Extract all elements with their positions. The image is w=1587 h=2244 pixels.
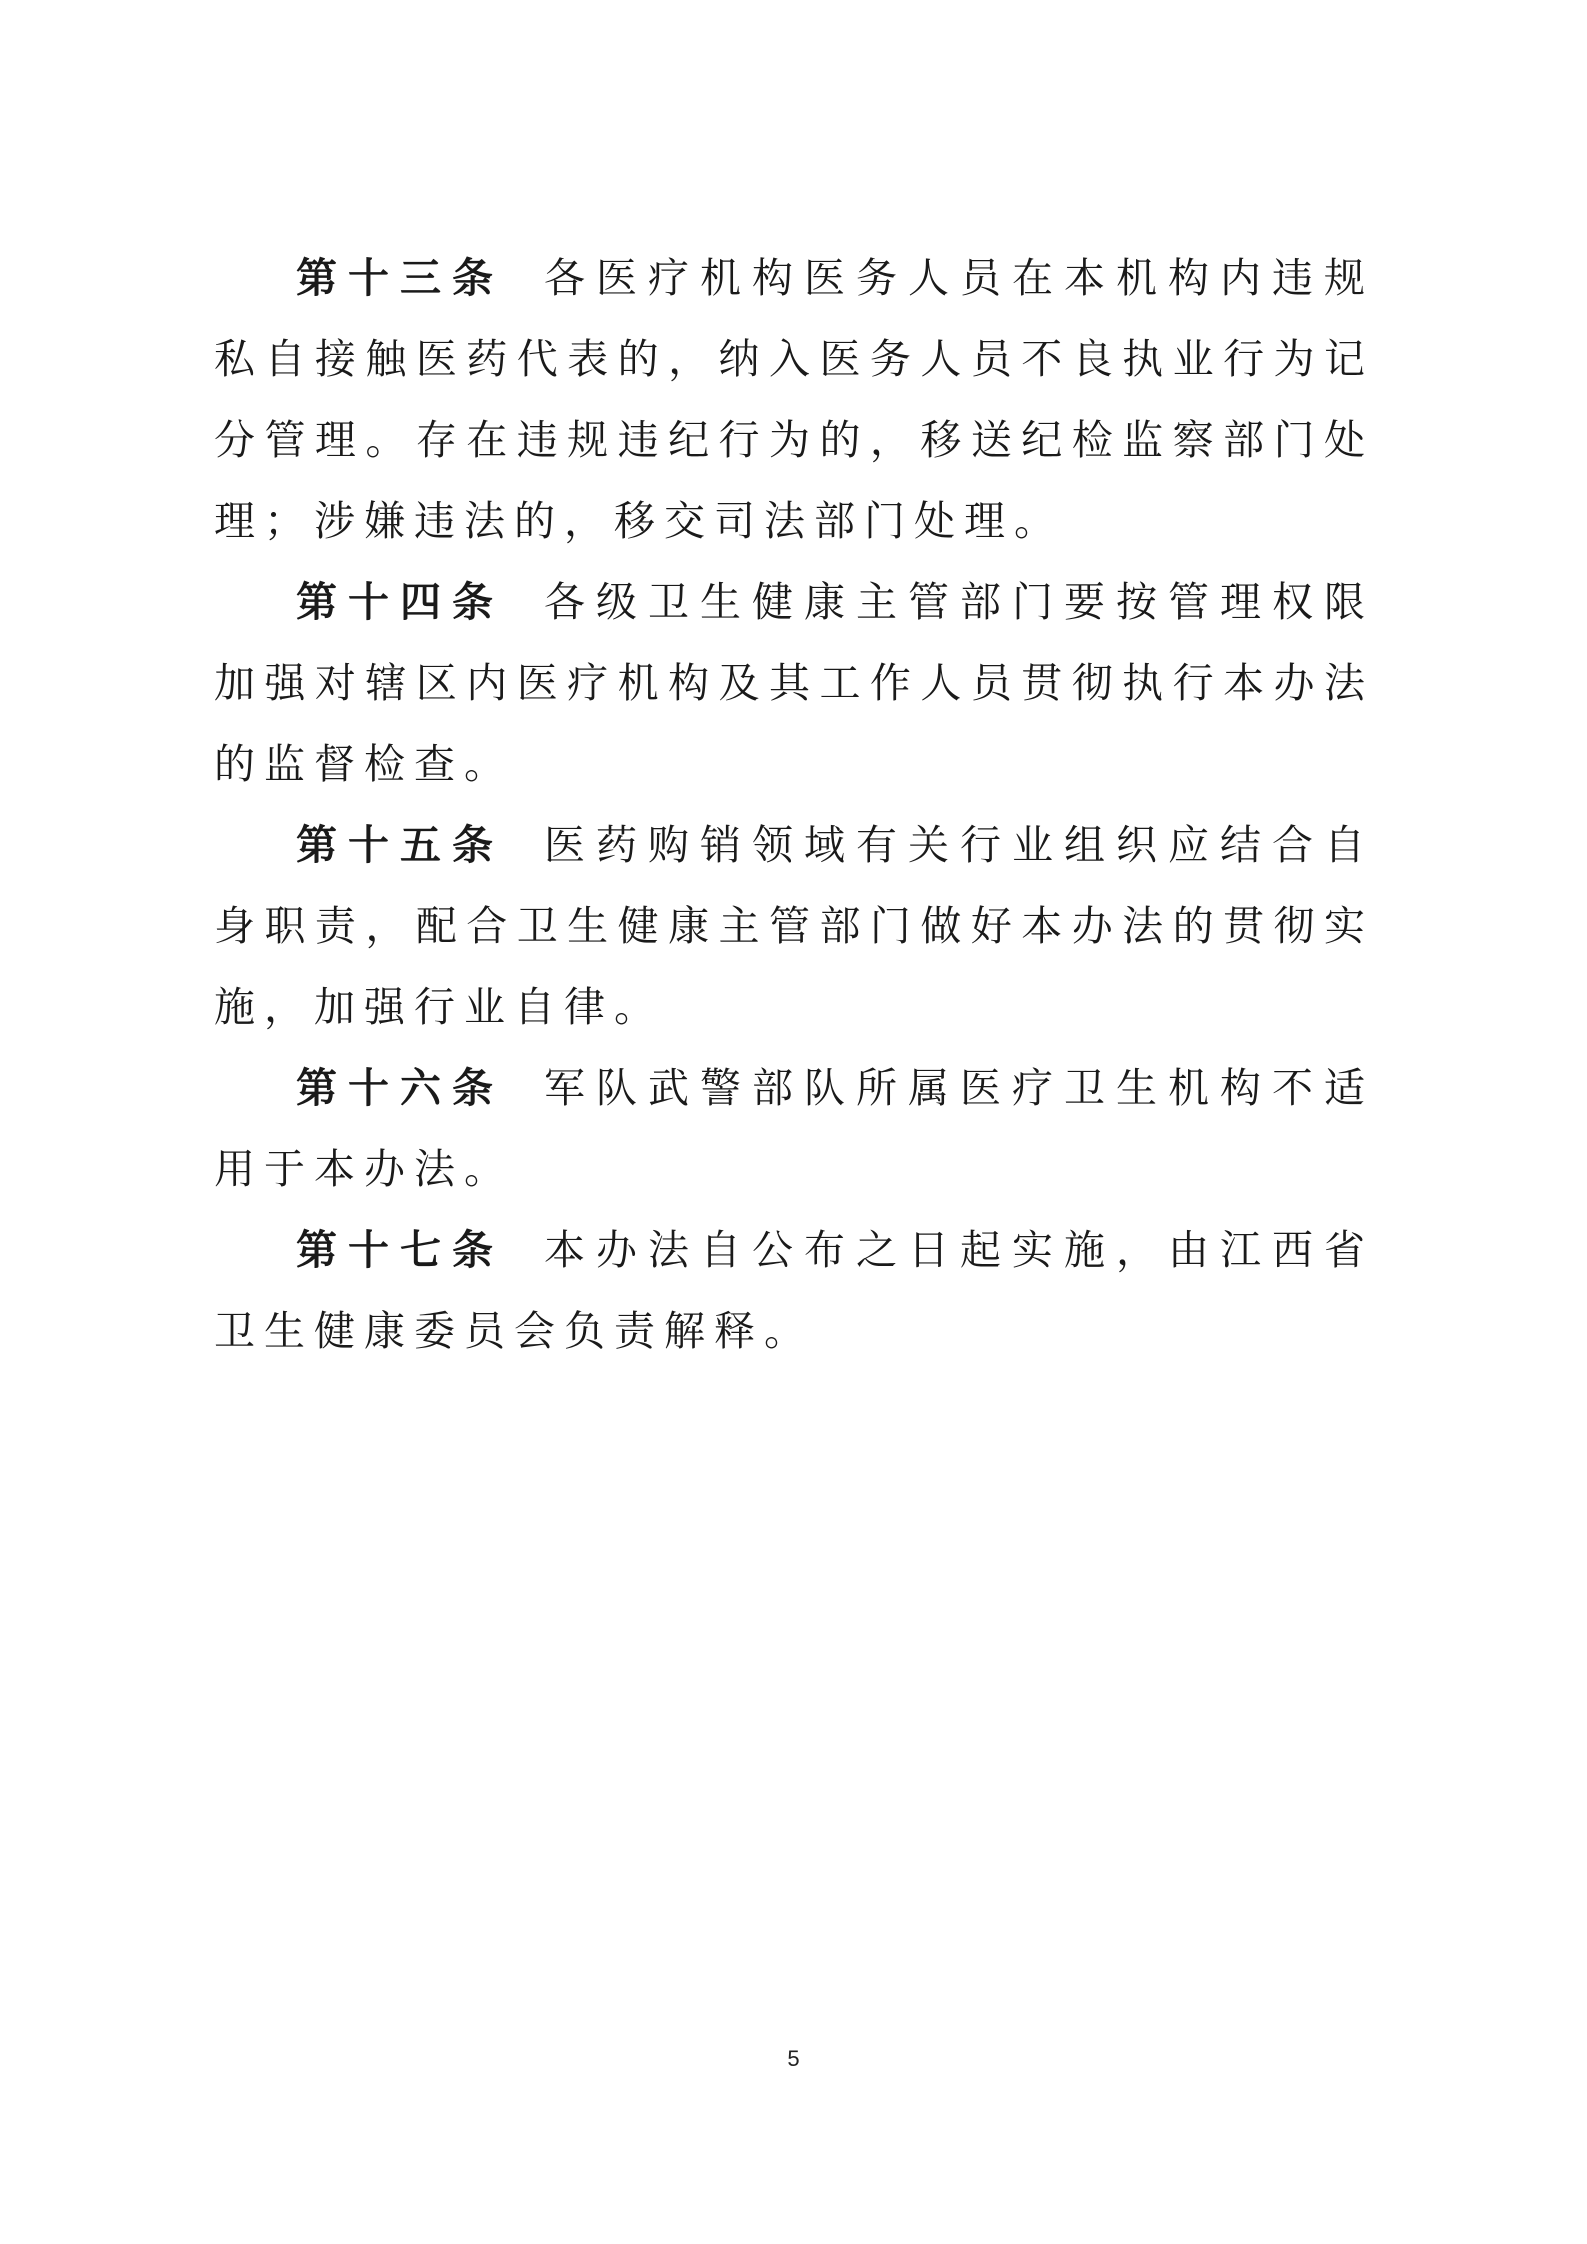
article-17-heading: 第十七条 bbox=[296, 1226, 504, 1274]
article-16 bbox=[214, 1048, 1374, 1210]
article-15-text: 医药购销领域有关行业组织应结合自身职责，配合卫生健康主管部门做好本办法的贯彻实施，加强行业自律。 bbox=[214, 821, 1374, 1031]
page-number: 5 bbox=[787, 2046, 800, 2071]
article-16-heading: 第十六条 bbox=[296, 1064, 504, 1112]
article-15-heading: 第十五条 bbox=[296, 821, 504, 869]
article-15 bbox=[214, 805, 1374, 1048]
article-13-text: 各医疗机构医务人员在本机构内违规私自接触医药代表的，纳入医务人员不良执业行为记分管理。存在违规违纪行为的，移送纪检监察部门处理；涉嫌违法的，移交司法部门处理。 bbox=[214, 254, 1374, 545]
article-13-heading: 第十三条 bbox=[296, 254, 504, 302]
article-14-text: 各级卫生健康主管部门要按管理权限加强对辖区内医疗机构及其工作人员贯彻执行本办法的监督检查。 bbox=[214, 578, 1374, 788]
article-16-text: 军队武警部队所属医疗卫生机构不适用于本办法。 bbox=[214, 1064, 1374, 1193]
article-14-heading: 第十四条 bbox=[296, 578, 504, 626]
article-17 bbox=[214, 1210, 1374, 1372]
article-17-text: 本办法自公布之日起实施，由江西省卫生健康委员会负责解释。 bbox=[214, 1226, 1374, 1355]
article-13 bbox=[214, 238, 1374, 562]
document-body bbox=[214, 238, 1374, 1372]
article-14 bbox=[214, 562, 1374, 805]
